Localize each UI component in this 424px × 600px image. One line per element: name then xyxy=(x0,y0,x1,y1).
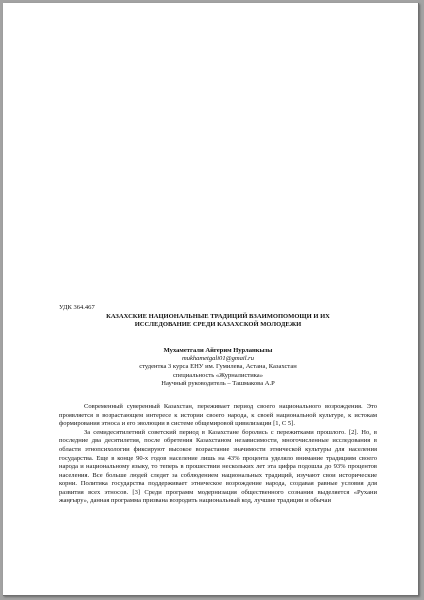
author-affiliation: студентка 3 курса ЕНУ им. Гумилева, Астана, Казахстан xyxy=(139,363,297,371)
paragraph-2: За семидесятилетний советский период в Казахстане боролись с пережитками прошлого. [2]. Но, в последние два десятилетия, после обретения Казахстаном независимости, многочисленные исследования в области этнопсихологии фиксируют высокое возрастание значимости этнической культуры для населения государства. Еще в конце 90-х годов население лишь на 43% процента уделяло внимание традициям своего народа и национальному языку, то теперь в прошествии нескольких лет эта цифра подошла до 93% процентов населения. Все больше людей следят за соблюдением национальных традиций, изучают свои исторические корни. Политика государства поддерживает этническое возрождение народа, создавая равные условия для развития всех этносов. [3] Среди программ модернизация общественного сознания выделяется «Рухани жаңғыру», данная программа призвана возродить национальный код, лучшие традиции и обычаи xyxy=(59,428,377,505)
scientific-supervisor: Научный руководитель – Ташмакова А.Р xyxy=(161,379,275,387)
author-block xyxy=(59,347,377,388)
page-content xyxy=(59,304,377,506)
document-page xyxy=(3,3,419,596)
article-body xyxy=(59,403,377,506)
author-specialty: специальность «Журналистика» xyxy=(172,371,263,379)
paragraph-1: Современный суверенный Казахстан, переживает период своего национального возрождения. Это проявляется в возрастающем интересе к истории своего народа, к своей национальной культуре, к истокам формирования этноса и его эволюции в системе общемировой цивилизации [1, С 5]. xyxy=(59,403,377,428)
title-line-2: ИССЛЕДОВАНИЕ СРЕДИ КАЗАХСКОЙ МОЛОДЕЖИ xyxy=(134,321,302,329)
author-email: mukhametgali01@gmail.ru xyxy=(181,355,255,363)
title-line-1: КАЗАХСКИЕ НАЦИОНАЛЬНЫЕ ТРАДИЦИЙ ВЗАИМОПОМОЩИ И ИХ xyxy=(106,312,330,320)
udc-code: УДК 364.467 xyxy=(59,304,95,311)
author-name: Мухаметгали Айгерим Нурланкызы xyxy=(163,346,273,354)
article-title xyxy=(59,313,377,330)
